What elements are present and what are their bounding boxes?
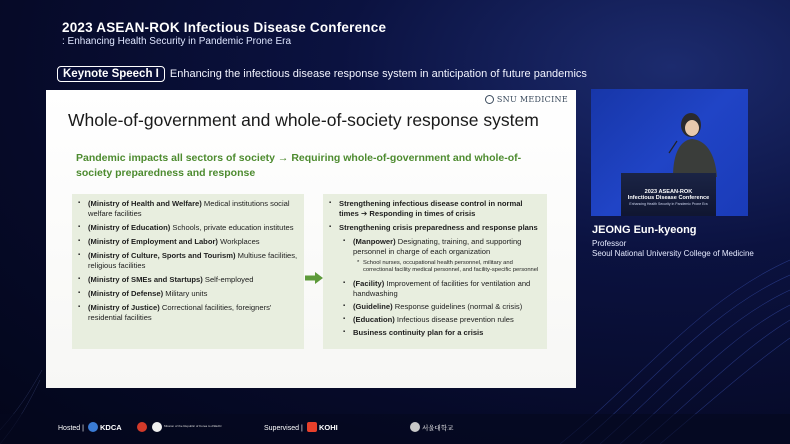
list-item: ▪ (Facility) Improvement of facilities for ventilation and handwashing (343, 279, 541, 298)
keynote-tag: Keynote Speech I (57, 66, 165, 82)
presentation-slide (46, 90, 576, 388)
snu-emblem-icon (410, 422, 420, 432)
keynote-topic: Enhancing the infectious disease response system in anticipation of future pandemics (169, 68, 587, 80)
speaker-video (591, 89, 748, 216)
kdca-logo (88, 422, 122, 432)
list-item: ▪ (Ministry of Justice) Correctional facilities, foreigners' residential facilities (78, 303, 298, 322)
speaker-affiliation: Seoul National University College of Medicine (592, 249, 754, 258)
list-item: ▪ (Ministry of Culture, Sports and Tourism) Multiuse facilities, religious facilities (78, 251, 298, 270)
speaker-name: JEONG Eun-kyeong (592, 224, 697, 236)
conference-title-block (62, 20, 386, 47)
keynote-banner (57, 66, 587, 82)
snu-footer-text: 서울대학교 (422, 423, 454, 432)
speaker-role (592, 239, 754, 259)
strategies-sublist (329, 237, 541, 256)
list-item: ▪ (Manpower) Designating, training, and supporting personnel in charge of each organization (343, 237, 541, 256)
podium (621, 173, 716, 216)
list-item: ▪ (Guideline) Response guidelines (normal & crisis) (343, 302, 541, 312)
list-item: ▪ (Ministry of Education) Schools, private education institutes (78, 223, 298, 233)
list-item: ▪ (Ministry of Health and Welfare) Medical institutions social welfare facilities (78, 199, 298, 218)
speaker-title: Professor (592, 239, 627, 248)
podium-tagline: Enhancing Health Security in Pandemic Prone Era (629, 202, 708, 206)
podium-subtitle: Infectious Disease Conference (627, 195, 710, 201)
kdca-logo-icon (88, 422, 98, 432)
strategies-box (323, 194, 547, 349)
asean-logo-icon (137, 422, 147, 432)
list-item: ▪ Strengthening crisis preparedness and response plans (329, 223, 541, 233)
ministries-box (72, 194, 304, 349)
mission-logo (152, 422, 226, 432)
slide-subtitle: Pandemic impacts all sectors of society → Requiring whole-of-government and whole-of-society preparedness and response (76, 152, 522, 179)
hosted-label: Hosted | (58, 425, 84, 432)
strategies-list (329, 199, 541, 232)
kohi-logo-text: KOHI (319, 422, 338, 432)
supervised-label: Supervised | (264, 425, 303, 432)
manpower-note: * School nurses, occupational health personnel, military and correctional facility medical personnel, and facility-specific personnel (357, 260, 541, 276)
mission-logo-text: Mission of the Republic of Korea to ASEAN (164, 424, 222, 429)
speaker-figure (663, 107, 723, 177)
kdca-logo-text: KDCA (100, 422, 122, 432)
footer-bar (0, 414, 790, 444)
list-item: ▪ (Education) Infectious disease prevention rules (343, 315, 541, 325)
right-arrow-icon (305, 272, 323, 284)
kohi-logo (307, 422, 338, 432)
list-item: ▪ Strengthening infectious disease control in normal times ➔ Responding in times of crisis (329, 199, 541, 218)
strategies-sublist-cont (329, 279, 541, 337)
asean-logo (137, 422, 147, 432)
list-item: ▪ (Ministry of Employment and Labor) Workplaces (78, 237, 298, 247)
list-item: ▪ Business continuity plan for a crisis (343, 328, 541, 338)
snu-logo-icon (485, 95, 494, 104)
ministries-list (78, 199, 298, 323)
list-item: ▪ (Ministry of Defense) Military units (78, 289, 298, 299)
kohi-logo-icon (307, 422, 317, 432)
snu-medicine-brand (485, 95, 568, 104)
list-item: ▪ (Ministry of SMEs and Startups) Self-employed (78, 275, 298, 285)
conference-title: 2023 ASEAN-ROK Infectious Disease Conference (62, 20, 387, 35)
snu-brand-text: SNU MEDICINE (496, 95, 568, 104)
korea-emblem-icon (152, 422, 162, 432)
snu-footer-logo (410, 422, 453, 432)
slide-title: Whole-of-government and whole-of-society response system (68, 110, 539, 130)
conference-subtitle: : Enhancing Health Security in Pandemic Prone Era (62, 36, 292, 47)
podium-title: 2023 ASEAN-ROK (644, 189, 693, 195)
